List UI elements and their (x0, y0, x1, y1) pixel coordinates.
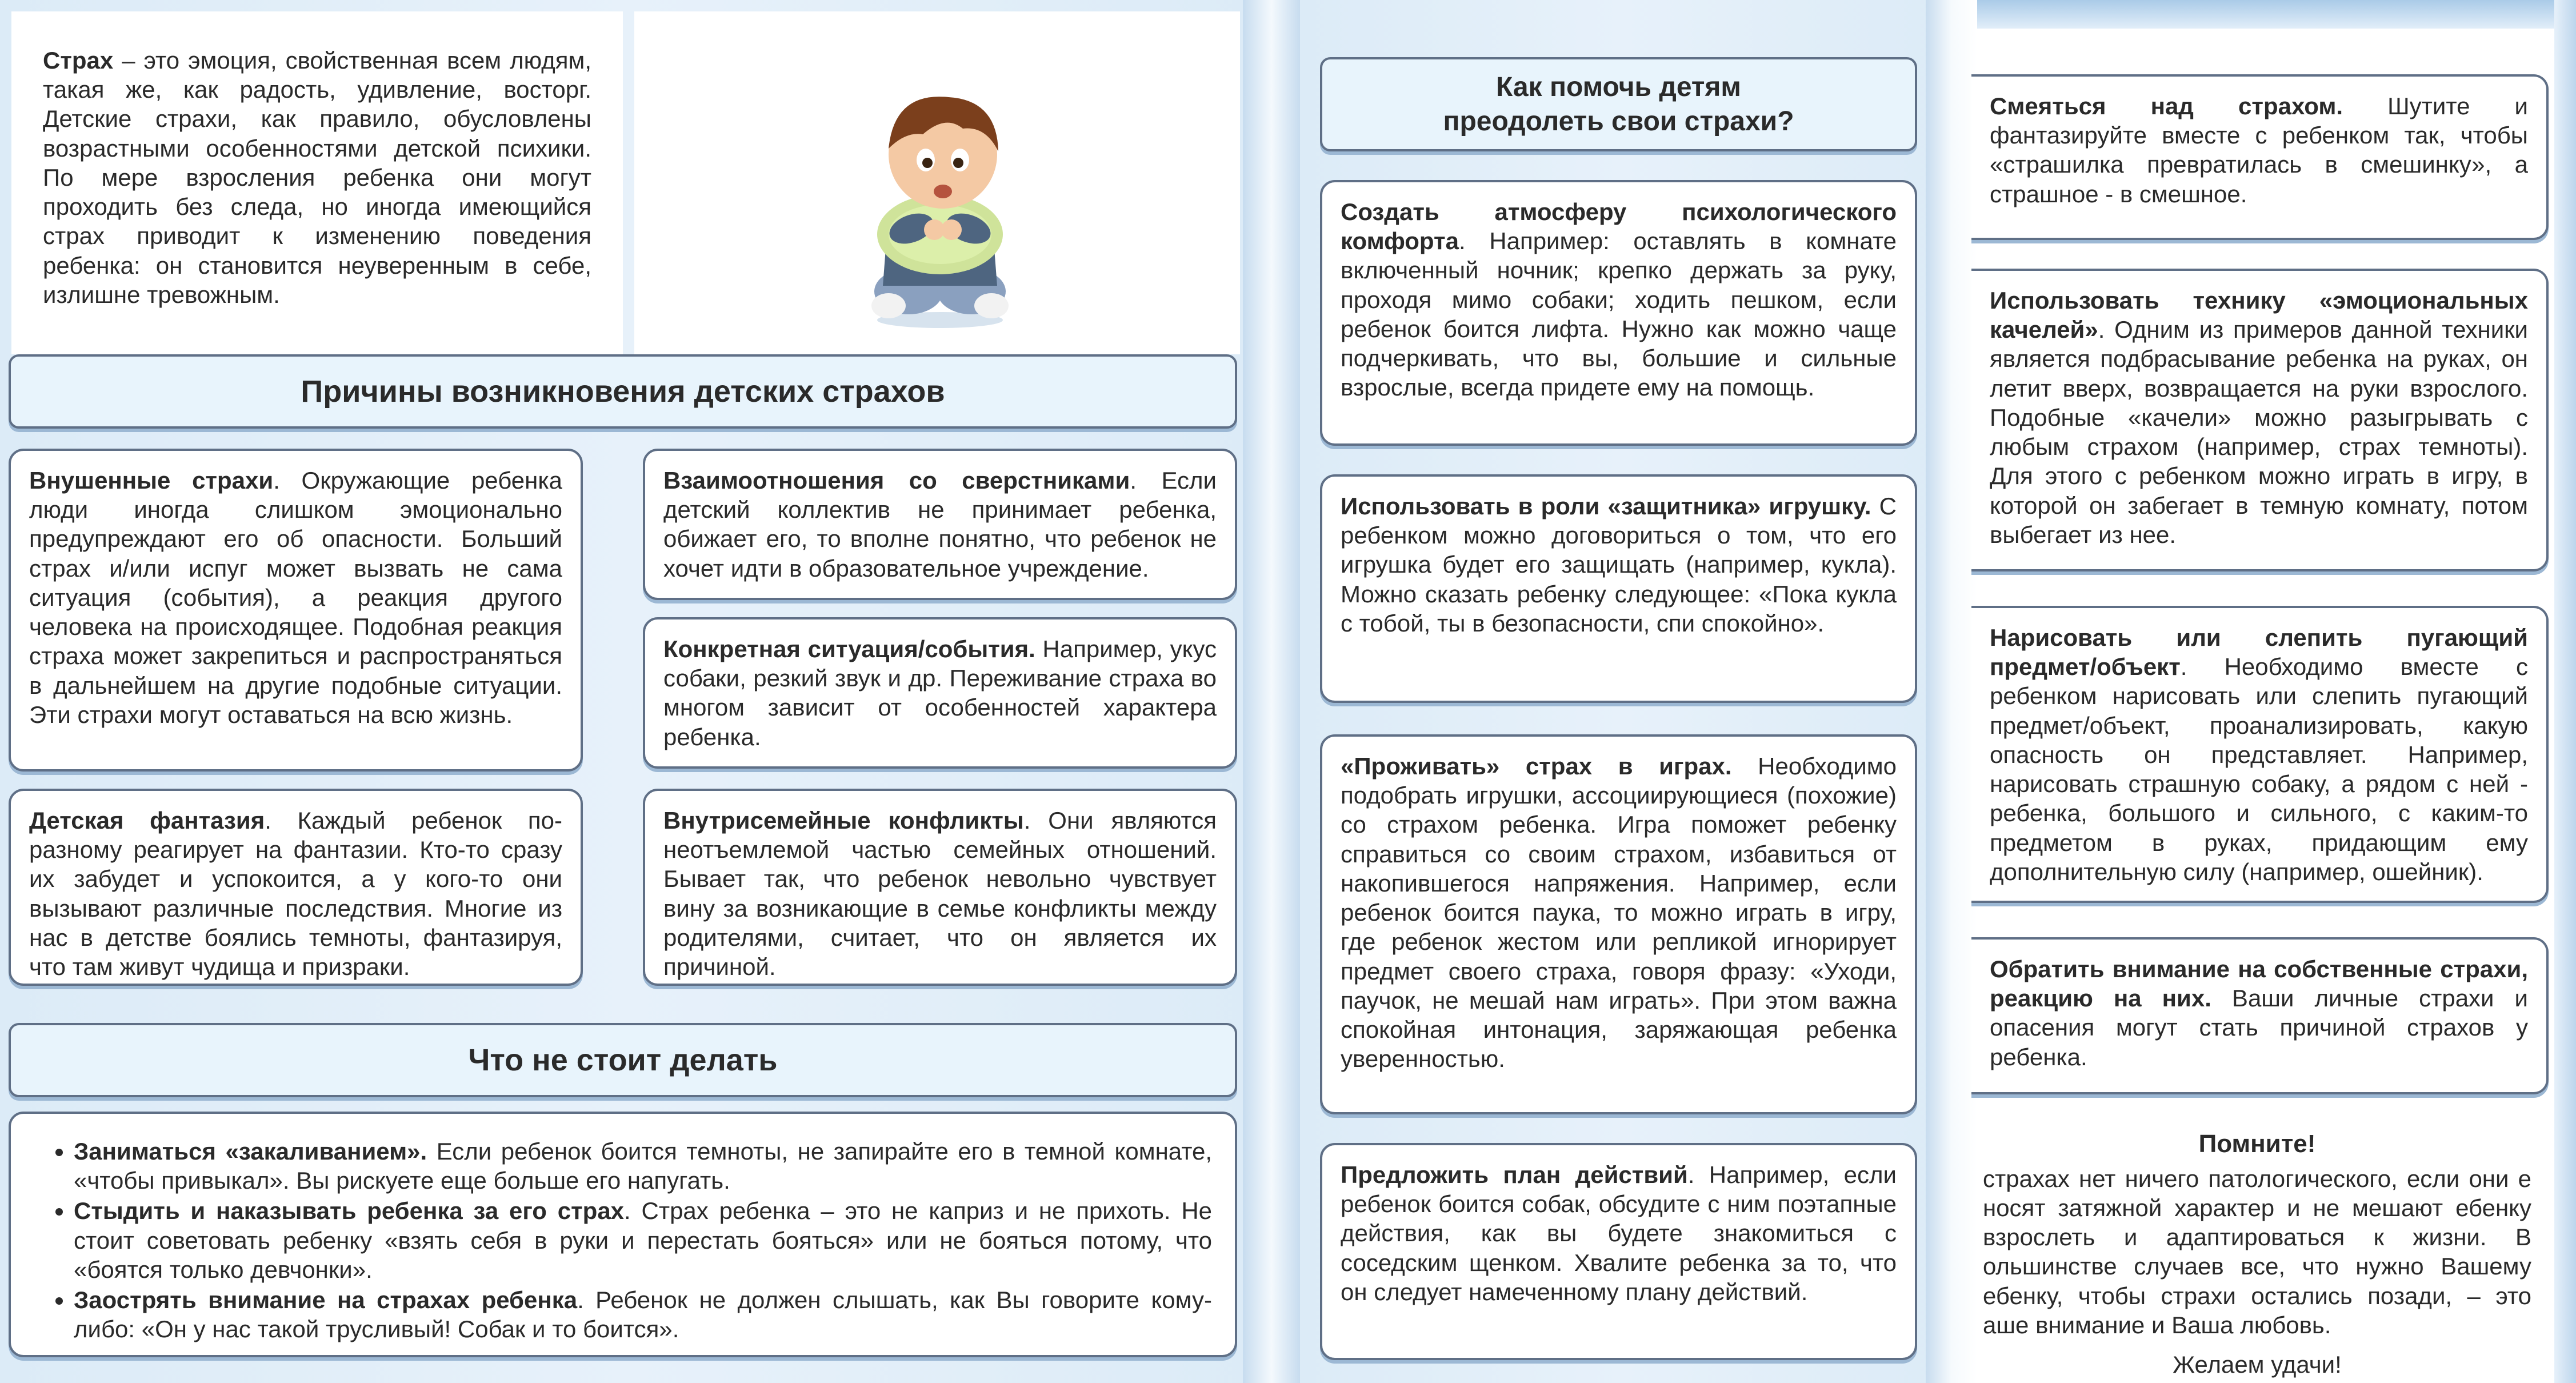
dont-item: • Заострять внимание на страхах ребенка. Ребенок не должен слышать, как Вы говорите кому-либо: «Он у нас такой трусливый! Собак и то боится». (74, 1285, 1212, 1344)
tip-text: Создать атмосферу психологического комфорта. Например: оставлять в комнате включенный ночник; крепко держать за руку, проходя мимо собаки; ходить пешком, если ребенок боится лифта. Нужно как можно чаще подчеркивать, что вы, большие и сильные взрослые, всегда придете ему на помощь. (1341, 198, 1897, 401)
dont-list (34, 1137, 1212, 1344)
dont-list-card (9, 1112, 1237, 1357)
cause-card-suggested-fears (9, 449, 583, 772)
dont-item: • Заниматься «закаливанием». Если ребенок боится темноты, не запирайте его в темной комнате, «чтобы привыкал». Вы рискуете еще больше его напугать. (74, 1137, 1212, 1195)
remember-block (1977, 1123, 2549, 1378)
help-card-play-fear (1320, 734, 1917, 1114)
help-card-emotional-swing (1971, 269, 2549, 571)
cause-text: Детская фантазия. Каждый ребенок по-разному реагирует на фантазии. Кто-то сразу их забудет и успокоится, а у кого-то они вызывают различные последствия. Многие из нас в детстве боялись темноты, фантазируя, что там живут чудища и призраки. (29, 807, 562, 981)
help-card-own-fears (1971, 937, 2549, 1094)
help-card-toy-protector (1320, 474, 1917, 703)
causes-title-banner (9, 354, 1237, 429)
panel-fold-right (1926, 0, 1977, 1383)
tip-text: Обратить внимание на собственные страхи, реакцию на них. Ваши личные страхи и опасения могут стать причиной страхов у ребенка. (1990, 956, 2529, 1070)
tip-text: Использовать технику «эмоциональных качелей». Одним из примеров данной техники является подбрасывание ребенка на руках, он летит вверх, возвращается на руки взрослого. Подобные «качели» можно разыгрывать с любым страхом (например, страх темноты). Для этого с ребенком можно играть в игру, в которой он забегает в темную комнату, потом выбегает из нее. (1990, 287, 2528, 548)
help-card-action-plan (1320, 1143, 1917, 1360)
dont-item: • Стыдить и наказывать ребенка за его страх. Страх ребенка – это не каприз и не прихоть. Не стоит советовать ребенку «взять себя в руки и перестать бояться» или не бояться потому, что «боятся только девчонки». (74, 1196, 1212, 1284)
remember-title: Помните! (2198, 1130, 2316, 1158)
dont-title: Что не стоит делать (468, 1043, 778, 1077)
help-card-laugh (1971, 74, 2549, 240)
causes-title: Причины возникновения детских страхов (301, 374, 945, 409)
cause-text: Внушенные страхи. Окружающие ребенка люди иногда слишком эмоционально предупреждают его об опасности. Больший страх и/или испуг может вызвать не сама ситуация (события), а реакция другого человека на происходящее. Подобная реакция страха может закрепиться и распространяться в дальнейшем на другие подобные ситуации. Эти страхи могут оставаться на всю жизнь. (29, 467, 562, 728)
tip-text: Использовать в роли «защитника» игрушку. С ребенком можно договориться о том, что его игрушка будет его защищать (например, кукла). Можно сказать ребенку следующее: «Пока кукла с тобой, ты в безопасности, спи спокойно». (1341, 493, 1897, 637)
dont-title-banner (9, 1023, 1237, 1097)
cause-text: Взаимоотношения со сверстниками. Если детский коллектив не принимает ребенка, обижает его, то вполне понятно, что ребенок не хочет идти в образовательное учреждение. (663, 467, 1217, 582)
cause-text: Внутрисемейные конфликты. Они являются неотъемлемой частью семейных отношений. Бывает так, что ребенок невольно чувствует вину за возникающие в семье конфликты между родителями, считает, что он является их причиной. (663, 807, 1217, 981)
tip-text: «Проживать» страх в играх. Необходимо подобрать игрушки, ассоциирующиеся (похожие) со страхом ребенка. Игра поможет ребенку справиться со своим страхом, избавиться от накопившегося напряжения. Например, если ребенок боится паука, то можно играть в игру, где ребенок жестом или репликой игнорирует предмет своего страха, говоря фразу: «Уходи, паучок, не мешай нам играть». При этом важна спокойная интонация, заряжающая ребенка уверенностью. (1341, 753, 1897, 1073)
panel-right-edge (2554, 0, 2576, 1383)
help-card-draw-fear (1971, 606, 2549, 903)
illustration-block (634, 11, 1240, 354)
wish-text: Желаем удачи! (2173, 1351, 2342, 1378)
cause-card-peer-relations (643, 449, 1237, 600)
intro-block (11, 11, 623, 354)
panel-fold-left (1243, 0, 1300, 1383)
help-title-banner (1320, 57, 1917, 151)
cause-card-family-conflicts (643, 789, 1237, 986)
panel-top-stripe (1977, 0, 2576, 29)
cause-card-child-fantasy (9, 789, 583, 986)
remember-text: страхах нет ничего патологического, если они е носят затяжной характер и не мешают ебенку взрослеть и адаптироваться к жизни. В ольшинстве случаев все, что нужно Вашему ебенку, чтобы страхи остались позади, – это аше внимание и Ваша любовь. (1983, 1165, 2531, 1338)
tip-text: Предложить план действий. Например, если ребенок боится собак, обсудите с ним поэтапные действия, как вы будете знакомиться с соседским щенком. Хвалите ребенка за то, что он следует намеченному плану действий. (1341, 1161, 1897, 1305)
cause-text: Конкретная ситуация/события. Например, укус собаки, резкий звук и др. Переживание страха во многом зависит от особенностей характера ребенка. (663, 635, 1217, 750)
help-title-line2: преодолеть свои страхи? (1443, 106, 1794, 137)
tip-text: Нарисовать или слепить пугающий предмет/объект. Необходимо вместе с ребенком нарисовать или слепить пугающий предмет/объект, проанализировать, какую опасность он представляет. Например, нарисовать страшную собаку, а рядом с ней - ребенка, большого и сильного, с каким-то предметом в руках, придающим ему дополнительную силу (например, ошейник). (1990, 624, 2528, 885)
tip-text: Смеяться над страхом. Шутите и фантазируйте вместе с ребенком так, чтобы «страшилка превратилась в смешинку», а страшное - в смешное. (1990, 93, 2528, 207)
cause-card-specific-situation (643, 617, 1237, 769)
help-title-line1: Как помочь детям (1496, 71, 1741, 102)
help-card-comfort (1320, 180, 1917, 446)
intro-text: Страх – это эмоция, свойственная всем людям, такая же, как радость, удивление, восторг. Детские страхи, как правило, обусловлены возрастными особенностями детской психики. По мере взросления ребенка они могут проходить без следа, но иногда имеющийся страх приводит к изменению поведения ребенка: он становится неуверенным в себе, излишне тревожным. (43, 47, 591, 308)
scared-child-illustration (849, 80, 1031, 331)
